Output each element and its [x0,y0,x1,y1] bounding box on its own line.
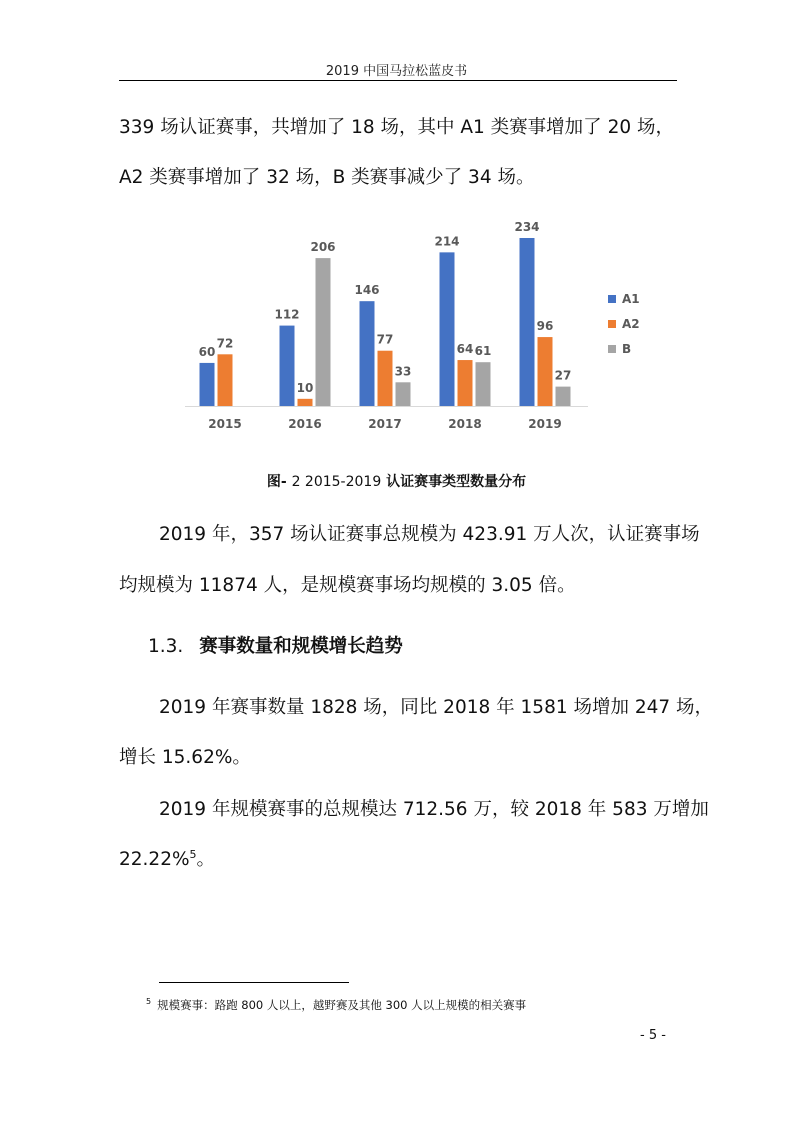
data-label-a1-2017: 146 [354,283,380,298]
data-label-b-2019: 27 [554,368,572,383]
bar-a2-2016 [298,399,313,406]
data-label-a2-2015: 72 [216,336,234,351]
bar-b-2017 [396,382,411,406]
x-tick-label-2015: 2015 [208,417,242,431]
legend-swatch-a2 [608,320,616,328]
bar-a1-2018 [440,252,455,406]
bar-a2-2017 [378,351,393,406]
paragraph-4-line-1: 2019 年规模赛事的总规模达 712.56 万，较 2018 年 583 万增加 [159,799,709,820]
legend-swatch-b [608,345,616,353]
caption-number: 2 2015-2019 [291,474,382,490]
figure-caption [0,471,793,491]
bar-a2-2019 [538,337,553,406]
section-heading [148,632,403,658]
paragraph-2-line-1: 2019 年，357 场认证赛事总规模为 423.91 万人次，认证赛事场 [159,524,700,545]
caption-prefix: 图- [266,474,287,490]
page-header-title: 2019 中国马拉松蓝皮书 [325,64,468,79]
bar-b-2018 [476,362,491,406]
data-label-a2-2019: 96 [536,319,554,334]
paragraph-4-line-2-end: 。 [196,849,216,870]
data-label-a2-2016: 10 [296,380,314,395]
legend-label-a2: A2 [622,317,640,331]
footnote-marker: 5 [146,997,152,1007]
section-title: 赛事数量和规模增长趋势 [199,636,403,657]
section-number: 1.3. [148,636,184,657]
bar-a1-2019 [520,238,535,406]
data-label-a1-2019: 234 [514,220,540,234]
data-label-a1-2016: 112 [274,307,300,322]
paragraph-3-line-1: 2019 年赛事数量 1828 场，同比 2018 年 1581 场增加 247 场， [159,697,714,718]
bar-a2-2015 [218,354,233,406]
paragraph-1-line-2: A2 类赛事增加了 32 场，B 类赛事减少了 34 场。 [119,167,535,188]
legend-label-a1: A1 [622,292,640,306]
footnote-divider [159,982,349,983]
x-tick-label-2017: 2017 [368,417,402,431]
paragraph-2-line-2: 均规模为 11874 人，是规模赛事场均规模的 3.05 倍。 [119,575,576,596]
data-label-a1-2015: 60 [198,344,216,359]
bar-a1-2015 [200,363,215,406]
bar-b-2016 [316,258,331,406]
bar-a1-2016 [280,326,295,406]
bar-a2-2018 [458,360,473,406]
caption-title: 认证赛事类型数量分布 [386,474,527,490]
data-label-b-2018: 61 [474,344,492,359]
page-number: - 5 - [640,1028,666,1043]
data-label-b-2016: 206 [310,240,336,255]
footnote-reference: 5 [189,847,197,861]
data-label-b-2017: 33 [394,364,412,379]
footnote [146,997,526,1013]
paragraph-4-line-2 [119,845,215,871]
footnote-text: 规模赛事：路跑 800 人以上，越野赛及其他 300 人以上规模的相关赛事 [157,998,527,1012]
x-tick-label-2019: 2019 [528,417,562,431]
bar-b-2019 [556,387,571,406]
x-tick-label-2016: 2016 [288,417,322,431]
data-label-a1-2018: 214 [434,234,460,249]
legend-swatch-a1 [608,295,616,303]
bar-chart [170,205,660,435]
paragraph-3-line-2: 增长 15.62%。 [119,747,251,768]
header-divider [119,80,677,81]
data-label-a2-2018: 64 [456,342,474,357]
paragraph-4-line-2-text: 22.22% [119,849,190,870]
bar-a1-2017 [360,301,375,406]
paragraph-1-line-1: 339 场认证赛事，共增加了 18 场，其中 A1 类赛事增加了 20 场， [119,117,674,138]
legend-label-b: B [622,342,632,356]
x-tick-label-2018: 2018 [448,417,482,431]
data-label-a2-2017: 77 [376,332,394,347]
